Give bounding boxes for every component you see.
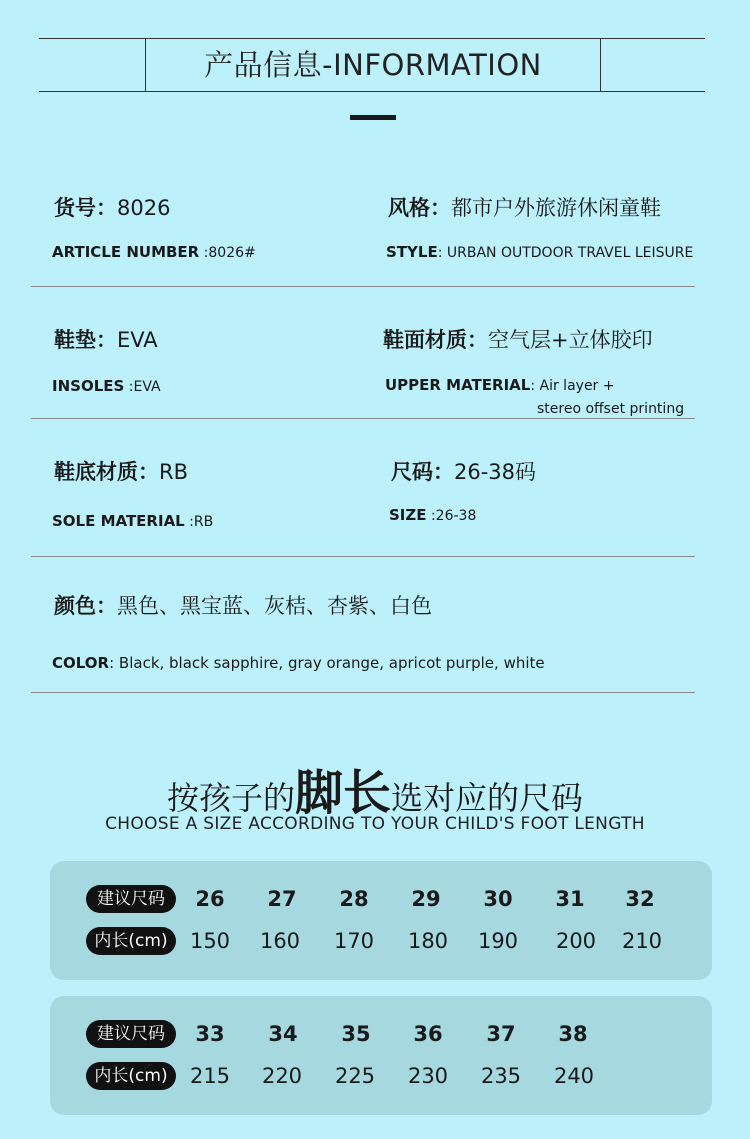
article-zh: 货号：8026 [54,196,171,220]
style-zh: 风格：都市户外旅游休闲童鞋 [388,196,661,220]
size-cell: 37 [486,1022,516,1046]
size-label-pill: 建议尺码 [86,1020,176,1048]
length-cell: 230 [407,1064,449,1088]
size-cell: 33 [195,1022,225,1046]
size-guide-title: 按孩子的脚长选对应的尺码 [166,765,584,821]
size-cell: 36 [413,1022,443,1046]
size-cell: 35 [341,1022,371,1046]
length-cell: 170 [333,929,375,953]
color-en: COLOR: Black, black sapphire, gray orange, apricot purple, white [52,654,545,672]
title-underline [350,115,396,120]
length-cell: 225 [334,1064,376,1088]
length-cell: 150 [189,929,231,953]
length-cell: 220 [261,1064,303,1088]
info-row-color [31,556,695,693]
size-en: SIZE :26-38 [389,506,477,524]
style-en: STYLE: URBAN OUTDOOR TRAVEL LEISURE [386,243,694,261]
size-cell: 30 [483,887,513,911]
length-cell: 215 [189,1064,231,1088]
size-zh: 尺码：26-38码 [391,460,537,484]
size-cell: 27 [267,887,297,911]
insoles-en: INSOLES :EVA [52,377,161,395]
size-guide-subtitle: CHOOSE A SIZE ACCORDING TO YOUR CHILD'S FOOT LENGTH [105,814,645,834]
size-cell: 26 [195,887,225,911]
size-cell: 29 [411,887,441,911]
length-cell: 160 [259,929,301,953]
length-cell: 180 [407,929,449,953]
info-row-article-style [31,160,695,287]
length-cell: 235 [480,1064,522,1088]
size-table-1 [50,861,712,980]
size-cell: 38 [558,1022,588,1046]
length-cell: 240 [553,1064,595,1088]
page-title: 产品信息-INFORMATION [204,48,542,82]
size-table-2 [50,996,712,1115]
size-label-pill: 建议尺码 [86,885,176,913]
header-divider-right [600,39,601,91]
length-label-pill: 内长(cm) [86,927,176,955]
sole-en: SOLE MATERIAL :RB [52,512,214,530]
section-header [39,38,705,92]
insoles-zh: 鞋垫：EVA [54,328,158,352]
info-row-insoles-upper [31,286,695,419]
size-cell: 34 [268,1022,298,1046]
length-cell: 190 [477,929,519,953]
size-cell: 32 [625,887,655,911]
length-cell: 210 [621,929,663,953]
info-row-sole-size [31,418,695,557]
upper-en-line2: stereo offset printing [537,401,685,417]
size-cell: 28 [339,887,369,911]
sole-zh: 鞋底材质：RB [54,460,188,484]
length-cell: 200 [555,929,597,953]
upper-en: UPPER MATERIAL: Air layer + [385,376,615,394]
size-cell: 31 [555,887,585,911]
upper-zh: 鞋面材质：空气层+立体胶印 [383,328,653,352]
length-label-pill: 内长(cm) [86,1062,176,1090]
article-en: ARTICLE NUMBER :8026# [52,243,256,261]
color-zh: 颜色：黑色、黑宝蓝、灰桔、杏紫、白色 [54,594,432,618]
